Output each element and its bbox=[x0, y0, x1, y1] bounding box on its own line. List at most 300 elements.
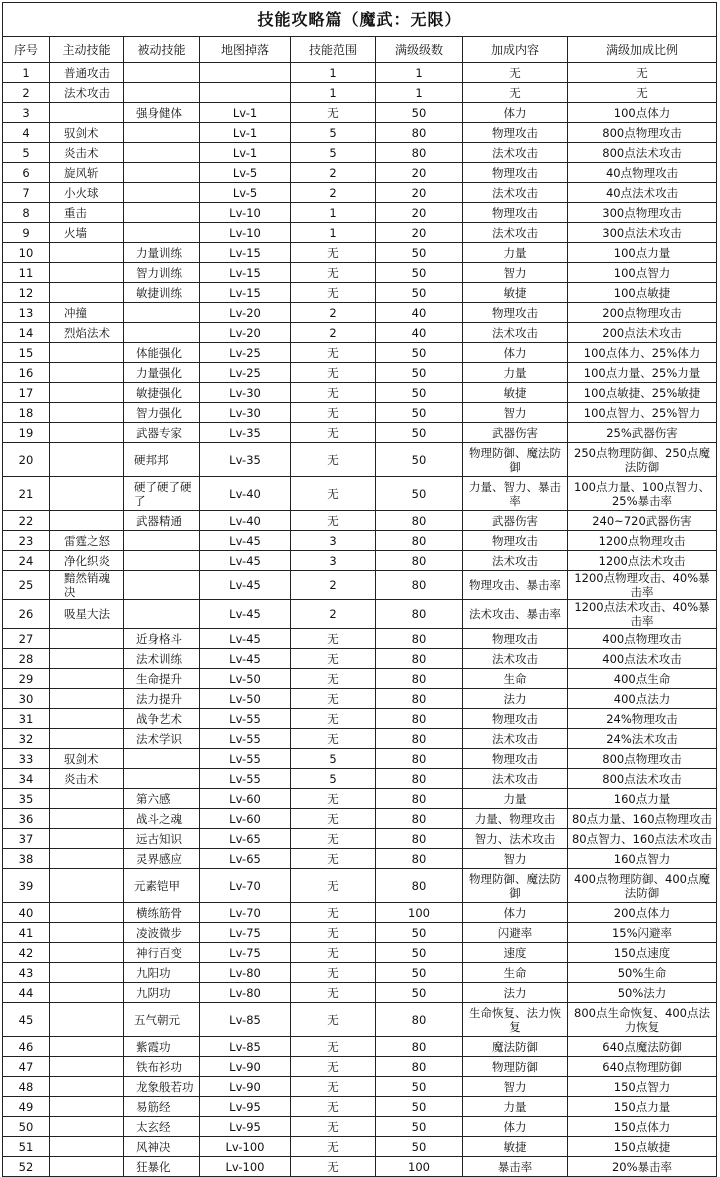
table-row bbox=[3, 1003, 717, 1037]
cell-no: 41 bbox=[3, 923, 50, 943]
cell-skill-range: 无 bbox=[291, 243, 376, 263]
cell-map-drop: Lv-45 bbox=[200, 551, 291, 571]
cell-bonus: 法术攻击 bbox=[463, 649, 568, 669]
cell-skill-range: 无 bbox=[291, 1097, 376, 1117]
table-row bbox=[3, 63, 717, 83]
cell-max-level: 50 bbox=[376, 963, 463, 983]
cell-max-level: 80 bbox=[376, 789, 463, 809]
cell-passive-skill: 智力强化 bbox=[124, 403, 200, 423]
cell-bonus: 物理防御、魔法防御 bbox=[463, 443, 568, 477]
cell-active-skill bbox=[50, 709, 124, 729]
cell-no: 38 bbox=[3, 849, 50, 869]
cell-bonus: 法术攻击 bbox=[463, 323, 568, 343]
table-row bbox=[3, 343, 717, 363]
table-row bbox=[3, 143, 717, 163]
cell-bonus: 物理攻击 bbox=[463, 709, 568, 729]
table-row bbox=[3, 689, 717, 709]
cell-bonus: 武器伤害 bbox=[463, 423, 568, 443]
cell-map-drop: Lv-10 bbox=[200, 223, 291, 243]
cell-passive-skill: 法术学识 bbox=[124, 729, 200, 749]
cell-bonus: 智力 bbox=[463, 1077, 568, 1097]
cell-max-level: 80 bbox=[376, 1057, 463, 1077]
cell-skill-range: 无 bbox=[291, 629, 376, 649]
cell-no: 17 bbox=[3, 383, 50, 403]
cell-no: 22 bbox=[3, 511, 50, 531]
cell-bonus: 无 bbox=[463, 63, 568, 83]
header-passive-skill: 被动技能 bbox=[124, 37, 200, 63]
cell-passive-skill: 智力训练 bbox=[124, 263, 200, 283]
cell-max-bonus-ratio: 1200点法术攻击、40%暴击率 bbox=[568, 600, 717, 629]
cell-max-bonus-ratio: 100点敏捷、25%敏捷 bbox=[568, 383, 717, 403]
cell-no: 21 bbox=[3, 477, 50, 511]
cell-no: 24 bbox=[3, 551, 50, 571]
cell-bonus: 智力、法术攻击 bbox=[463, 829, 568, 849]
cell-passive-skill: 第六感 bbox=[124, 789, 200, 809]
table-row bbox=[3, 571, 717, 600]
cell-no: 5 bbox=[3, 143, 50, 163]
cell-no: 31 bbox=[3, 709, 50, 729]
skill-guide-sheet bbox=[2, 2, 716, 1177]
cell-passive-skill bbox=[124, 203, 200, 223]
cell-bonus: 体力 bbox=[463, 1117, 568, 1137]
cell-active-skill bbox=[50, 829, 124, 849]
cell-map-drop: Lv-1 bbox=[200, 103, 291, 123]
cell-max-bonus-ratio: 400点法术攻击 bbox=[568, 649, 717, 669]
cell-max-bonus-ratio: 800点法术攻击 bbox=[568, 143, 717, 163]
cell-bonus: 智力 bbox=[463, 263, 568, 283]
cell-active-skill bbox=[50, 383, 124, 403]
cell-max-level: 20 bbox=[376, 163, 463, 183]
cell-max-level: 50 bbox=[376, 243, 463, 263]
cell-max-level: 80 bbox=[376, 1003, 463, 1037]
cell-max-level: 100 bbox=[376, 1157, 463, 1177]
cell-passive-skill bbox=[124, 551, 200, 571]
cell-no: 32 bbox=[3, 729, 50, 749]
cell-max-bonus-ratio: 1200点物理攻击、40%暴击率 bbox=[568, 571, 717, 600]
cell-no: 44 bbox=[3, 983, 50, 1003]
cell-skill-range: 2 bbox=[291, 600, 376, 629]
cell-no: 18 bbox=[3, 403, 50, 423]
table-row bbox=[3, 849, 717, 869]
cell-map-drop: Lv-5 bbox=[200, 163, 291, 183]
cell-passive-skill: 五气朝元 bbox=[124, 1003, 200, 1037]
cell-map-drop: Lv-5 bbox=[200, 183, 291, 203]
cell-passive-skill bbox=[124, 163, 200, 183]
cell-skill-range: 无 bbox=[291, 1117, 376, 1137]
cell-max-bonus-ratio: 24%法术攻击 bbox=[568, 729, 717, 749]
cell-active-skill bbox=[50, 511, 124, 531]
cell-skill-range: 5 bbox=[291, 123, 376, 143]
cell-max-bonus-ratio: 100点体力、25%体力 bbox=[568, 343, 717, 363]
cell-map-drop: Lv-100 bbox=[200, 1137, 291, 1157]
cell-bonus: 物理攻击 bbox=[463, 303, 568, 323]
page-title: 技能攻略篇（魔武：无限） bbox=[3, 3, 717, 37]
cell-skill-range: 无 bbox=[291, 511, 376, 531]
cell-skill-range: 5 bbox=[291, 143, 376, 163]
cell-bonus: 法术攻击 bbox=[463, 143, 568, 163]
table-row bbox=[3, 709, 717, 729]
header-active-skill: 主动技能 bbox=[50, 37, 124, 63]
cell-map-drop: Lv-70 bbox=[200, 869, 291, 903]
cell-passive-skill: 体能强化 bbox=[124, 343, 200, 363]
cell-max-level: 20 bbox=[376, 203, 463, 223]
cell-map-drop: Lv-40 bbox=[200, 477, 291, 511]
cell-max-bonus-ratio: 150点力量 bbox=[568, 1097, 717, 1117]
cell-skill-range: 无 bbox=[291, 809, 376, 829]
cell-active-skill bbox=[50, 1117, 124, 1137]
cell-bonus: 力量 bbox=[463, 243, 568, 263]
cell-no: 49 bbox=[3, 1097, 50, 1117]
table-row bbox=[3, 123, 717, 143]
table-row bbox=[3, 223, 717, 243]
cell-passive-skill: 九阳功 bbox=[124, 963, 200, 983]
cell-active-skill bbox=[50, 649, 124, 669]
cell-no: 39 bbox=[3, 869, 50, 903]
cell-bonus: 敏捷 bbox=[463, 1137, 568, 1157]
cell-no: 2 bbox=[3, 83, 50, 103]
cell-bonus: 法术攻击 bbox=[463, 769, 568, 789]
cell-max-level: 80 bbox=[376, 829, 463, 849]
cell-map-drop: Lv-45 bbox=[200, 571, 291, 600]
cell-map-drop: Lv-75 bbox=[200, 943, 291, 963]
cell-max-bonus-ratio: 1200点物理攻击 bbox=[568, 531, 717, 551]
cell-passive-skill: 易筋经 bbox=[124, 1097, 200, 1117]
cell-skill-range: 无 bbox=[291, 443, 376, 477]
cell-max-level: 80 bbox=[376, 531, 463, 551]
cell-map-drop: Lv-60 bbox=[200, 789, 291, 809]
cell-skill-range: 无 bbox=[291, 649, 376, 669]
table-row bbox=[3, 531, 717, 551]
cell-active-skill bbox=[50, 1097, 124, 1117]
cell-bonus: 生命恢复、法力恢复 bbox=[463, 1003, 568, 1037]
table-row bbox=[3, 669, 717, 689]
cell-active-skill bbox=[50, 869, 124, 903]
cell-max-level: 50 bbox=[376, 1077, 463, 1097]
cell-max-level: 80 bbox=[376, 729, 463, 749]
cell-max-level: 80 bbox=[376, 571, 463, 600]
cell-map-drop: Lv-55 bbox=[200, 729, 291, 749]
cell-max-bonus-ratio: 200点物理攻击 bbox=[568, 303, 717, 323]
cell-no: 23 bbox=[3, 531, 50, 551]
cell-bonus: 敏捷 bbox=[463, 383, 568, 403]
cell-max-level: 40 bbox=[376, 303, 463, 323]
table-row bbox=[3, 629, 717, 649]
cell-active-skill bbox=[50, 809, 124, 829]
cell-max-level: 50 bbox=[376, 343, 463, 363]
cell-no: 3 bbox=[3, 103, 50, 123]
cell-max-bonus-ratio: 40点物理攻击 bbox=[568, 163, 717, 183]
cell-no: 9 bbox=[3, 223, 50, 243]
header-no: 序号 bbox=[3, 37, 50, 63]
cell-bonus: 速度 bbox=[463, 943, 568, 963]
cell-map-drop: Lv-50 bbox=[200, 689, 291, 709]
cell-passive-skill: 近身格斗 bbox=[124, 629, 200, 649]
cell-map-drop: Lv-95 bbox=[200, 1117, 291, 1137]
cell-skill-range: 2 bbox=[291, 571, 376, 600]
cell-active-skill bbox=[50, 343, 124, 363]
cell-no: 45 bbox=[3, 1003, 50, 1037]
cell-active-skill bbox=[50, 263, 124, 283]
cell-active-skill bbox=[50, 1057, 124, 1077]
cell-passive-skill: 武器专家 bbox=[124, 423, 200, 443]
cell-bonus: 力量 bbox=[463, 363, 568, 383]
cell-active-skill bbox=[50, 1077, 124, 1097]
cell-max-level: 80 bbox=[376, 629, 463, 649]
cell-max-level: 50 bbox=[376, 363, 463, 383]
cell-max-level: 80 bbox=[376, 709, 463, 729]
cell-bonus: 物理攻击 bbox=[463, 629, 568, 649]
cell-passive-skill bbox=[124, 303, 200, 323]
cell-max-level: 80 bbox=[376, 649, 463, 669]
table-row bbox=[3, 443, 717, 477]
cell-max-level: 80 bbox=[376, 689, 463, 709]
cell-passive-skill bbox=[124, 749, 200, 769]
cell-bonus: 法术攻击 bbox=[463, 183, 568, 203]
cell-passive-skill: 神行百变 bbox=[124, 943, 200, 963]
table-row bbox=[3, 323, 717, 343]
table-row bbox=[3, 423, 717, 443]
cell-passive-skill bbox=[124, 63, 200, 83]
cell-active-skill bbox=[50, 849, 124, 869]
cell-no: 35 bbox=[3, 789, 50, 809]
header-max-level: 满级级数 bbox=[376, 37, 463, 63]
cell-max-level: 50 bbox=[376, 1097, 463, 1117]
cell-map-drop: Lv-1 bbox=[200, 143, 291, 163]
table-row bbox=[3, 363, 717, 383]
cell-active-skill bbox=[50, 983, 124, 1003]
cell-map-drop: Lv-95 bbox=[200, 1097, 291, 1117]
table-row bbox=[3, 383, 717, 403]
cell-no: 8 bbox=[3, 203, 50, 223]
cell-bonus: 无 bbox=[463, 83, 568, 103]
cell-map-drop: Lv-50 bbox=[200, 669, 291, 689]
cell-max-level: 80 bbox=[376, 123, 463, 143]
cell-max-level: 80 bbox=[376, 143, 463, 163]
table-row bbox=[3, 263, 717, 283]
cell-no: 7 bbox=[3, 183, 50, 203]
cell-skill-range: 无 bbox=[291, 363, 376, 383]
cell-bonus: 智力 bbox=[463, 849, 568, 869]
cell-active-skill: 雷霆之怒 bbox=[50, 531, 124, 551]
cell-map-drop: Lv-10 bbox=[200, 203, 291, 223]
cell-map-drop bbox=[200, 83, 291, 103]
cell-max-bonus-ratio: 640点物理防御 bbox=[568, 1057, 717, 1077]
cell-max-bonus-ratio: 100点智力 bbox=[568, 263, 717, 283]
cell-skill-range: 无 bbox=[291, 829, 376, 849]
cell-active-skill bbox=[50, 943, 124, 963]
cell-active-skill bbox=[50, 789, 124, 809]
table-row bbox=[3, 649, 717, 669]
cell-no: 26 bbox=[3, 600, 50, 629]
cell-map-drop: Lv-60 bbox=[200, 809, 291, 829]
cell-map-drop: Lv-35 bbox=[200, 443, 291, 477]
cell-map-drop: Lv-25 bbox=[200, 343, 291, 363]
cell-max-level: 50 bbox=[376, 263, 463, 283]
cell-no: 29 bbox=[3, 669, 50, 689]
cell-passive-skill: 战斗之魂 bbox=[124, 809, 200, 829]
cell-active-skill bbox=[50, 283, 124, 303]
title-row bbox=[3, 3, 717, 37]
cell-bonus: 法术攻击 bbox=[463, 551, 568, 571]
cell-skill-range: 1 bbox=[291, 223, 376, 243]
cell-skill-range: 1 bbox=[291, 63, 376, 83]
cell-passive-skill: 硬了硬了硬了 bbox=[124, 477, 200, 511]
cell-no: 27 bbox=[3, 629, 50, 649]
cell-map-drop: Lv-80 bbox=[200, 963, 291, 983]
cell-map-drop: Lv-100 bbox=[200, 1157, 291, 1177]
table-row bbox=[3, 1117, 717, 1137]
cell-passive-skill: 九阴功 bbox=[124, 983, 200, 1003]
cell-passive-skill: 武器精通 bbox=[124, 511, 200, 531]
cell-active-skill bbox=[50, 1037, 124, 1057]
cell-bonus: 力量 bbox=[463, 1097, 568, 1117]
cell-passive-skill: 强身健体 bbox=[124, 103, 200, 123]
cell-max-bonus-ratio: 无 bbox=[568, 63, 717, 83]
cell-skill-range: 无 bbox=[291, 869, 376, 903]
cell-max-bonus-ratio: 160点智力 bbox=[568, 849, 717, 869]
cell-no: 16 bbox=[3, 363, 50, 383]
cell-skill-range: 1 bbox=[291, 83, 376, 103]
cell-active-skill: 烈焰法术 bbox=[50, 323, 124, 343]
cell-active-skill: 驭剑术 bbox=[50, 123, 124, 143]
cell-max-bonus-ratio: 150点智力 bbox=[568, 1077, 717, 1097]
cell-no: 6 bbox=[3, 163, 50, 183]
cell-map-drop: Lv-30 bbox=[200, 403, 291, 423]
cell-max-bonus-ratio: 800点物理攻击 bbox=[568, 749, 717, 769]
header-bonus: 加成内容 bbox=[463, 37, 568, 63]
cell-max-bonus-ratio: 24%物理攻击 bbox=[568, 709, 717, 729]
cell-max-level: 50 bbox=[376, 943, 463, 963]
cell-bonus: 物理攻击、暴击率 bbox=[463, 571, 568, 600]
cell-max-bonus-ratio: 100点力量 bbox=[568, 243, 717, 263]
cell-bonus: 物理攻击 bbox=[463, 163, 568, 183]
cell-max-bonus-ratio: 300点物理攻击 bbox=[568, 203, 717, 223]
table-row bbox=[3, 103, 717, 123]
cell-bonus: 生命 bbox=[463, 963, 568, 983]
cell-skill-range: 无 bbox=[291, 423, 376, 443]
cell-bonus: 物理防御 bbox=[463, 1057, 568, 1077]
cell-max-bonus-ratio: 160点力量 bbox=[568, 789, 717, 809]
cell-max-level: 80 bbox=[376, 769, 463, 789]
skill-table bbox=[2, 2, 717, 1177]
cell-no: 36 bbox=[3, 809, 50, 829]
cell-map-drop: Lv-55 bbox=[200, 709, 291, 729]
cell-max-bonus-ratio: 150点体力 bbox=[568, 1117, 717, 1137]
cell-passive-skill: 生命提升 bbox=[124, 669, 200, 689]
cell-max-bonus-ratio: 800点物理攻击 bbox=[568, 123, 717, 143]
cell-no: 20 bbox=[3, 443, 50, 477]
cell-map-drop: Lv-40 bbox=[200, 511, 291, 531]
cell-map-drop: Lv-90 bbox=[200, 1077, 291, 1097]
table-row bbox=[3, 903, 717, 923]
cell-max-bonus-ratio: 150点速度 bbox=[568, 943, 717, 963]
cell-bonus: 法术攻击、暴击率 bbox=[463, 600, 568, 629]
cell-skill-range: 无 bbox=[291, 963, 376, 983]
cell-skill-range: 无 bbox=[291, 789, 376, 809]
cell-max-level: 50 bbox=[376, 983, 463, 1003]
cell-passive-skill: 风神决 bbox=[124, 1137, 200, 1157]
cell-map-drop: Lv-55 bbox=[200, 749, 291, 769]
cell-max-level: 50 bbox=[376, 383, 463, 403]
table-row bbox=[3, 869, 717, 903]
cell-max-level: 80 bbox=[376, 511, 463, 531]
cell-passive-skill: 力量训练 bbox=[124, 243, 200, 263]
cell-passive-skill: 法力提升 bbox=[124, 689, 200, 709]
cell-passive-skill: 法术训练 bbox=[124, 649, 200, 669]
cell-no: 46 bbox=[3, 1037, 50, 1057]
cell-no: 14 bbox=[3, 323, 50, 343]
cell-max-level: 80 bbox=[376, 749, 463, 769]
cell-passive-skill: 灵界感应 bbox=[124, 849, 200, 869]
table-row bbox=[3, 923, 717, 943]
cell-max-bonus-ratio: 无 bbox=[568, 83, 717, 103]
cell-map-drop: Lv-45 bbox=[200, 600, 291, 629]
cell-map-drop: Lv-85 bbox=[200, 1003, 291, 1037]
table-row bbox=[3, 983, 717, 1003]
cell-active-skill bbox=[50, 1157, 124, 1177]
cell-map-drop: Lv-35 bbox=[200, 423, 291, 443]
table-row bbox=[3, 789, 717, 809]
cell-no: 42 bbox=[3, 943, 50, 963]
cell-map-drop: Lv-75 bbox=[200, 923, 291, 943]
cell-max-bonus-ratio: 100点力量、100点智力、25%暴击率 bbox=[568, 477, 717, 511]
cell-max-bonus-ratio: 200点体力 bbox=[568, 903, 717, 923]
cell-active-skill bbox=[50, 923, 124, 943]
header-skill-range: 技能范围 bbox=[291, 37, 376, 63]
cell-skill-range: 3 bbox=[291, 551, 376, 571]
table-row bbox=[3, 83, 717, 103]
cell-no: 47 bbox=[3, 1057, 50, 1077]
cell-max-bonus-ratio: 400点生命 bbox=[568, 669, 717, 689]
cell-no: 37 bbox=[3, 829, 50, 849]
cell-active-skill bbox=[50, 1137, 124, 1157]
cell-map-drop: Lv-20 bbox=[200, 303, 291, 323]
cell-map-drop: Lv-1 bbox=[200, 123, 291, 143]
cell-max-bonus-ratio: 15%闪避率 bbox=[568, 923, 717, 943]
cell-map-drop: Lv-15 bbox=[200, 243, 291, 263]
cell-active-skill bbox=[50, 423, 124, 443]
table-row bbox=[3, 403, 717, 423]
cell-no: 1 bbox=[3, 63, 50, 83]
cell-no: 33 bbox=[3, 749, 50, 769]
cell-max-level: 1 bbox=[376, 83, 463, 103]
cell-map-drop: Lv-45 bbox=[200, 649, 291, 669]
cell-map-drop: Lv-90 bbox=[200, 1057, 291, 1077]
table-row bbox=[3, 943, 717, 963]
cell-skill-range: 无 bbox=[291, 689, 376, 709]
cell-active-skill bbox=[50, 629, 124, 649]
cell-passive-skill bbox=[124, 123, 200, 143]
cell-no: 19 bbox=[3, 423, 50, 443]
cell-max-bonus-ratio: 100点体力 bbox=[568, 103, 717, 123]
cell-skill-range: 无 bbox=[291, 283, 376, 303]
cell-passive-skill: 敏捷训练 bbox=[124, 283, 200, 303]
cell-max-bonus-ratio: 80点智力、160点法术攻击 bbox=[568, 829, 717, 849]
table-row bbox=[3, 511, 717, 531]
cell-max-level: 50 bbox=[376, 923, 463, 943]
cell-max-bonus-ratio: 150点敏捷 bbox=[568, 1137, 717, 1157]
cell-no: 28 bbox=[3, 649, 50, 669]
cell-max-bonus-ratio: 50%法力 bbox=[568, 983, 717, 1003]
cell-bonus: 法力 bbox=[463, 689, 568, 709]
cell-map-drop: Lv-65 bbox=[200, 829, 291, 849]
cell-active-skill: 火墙 bbox=[50, 223, 124, 243]
cell-active-skill bbox=[50, 1003, 124, 1037]
cell-passive-skill: 硬邦邦 bbox=[124, 443, 200, 477]
cell-passive-skill: 元素铠甲 bbox=[124, 869, 200, 903]
cell-no: 34 bbox=[3, 769, 50, 789]
cell-map-drop: Lv-85 bbox=[200, 1037, 291, 1057]
